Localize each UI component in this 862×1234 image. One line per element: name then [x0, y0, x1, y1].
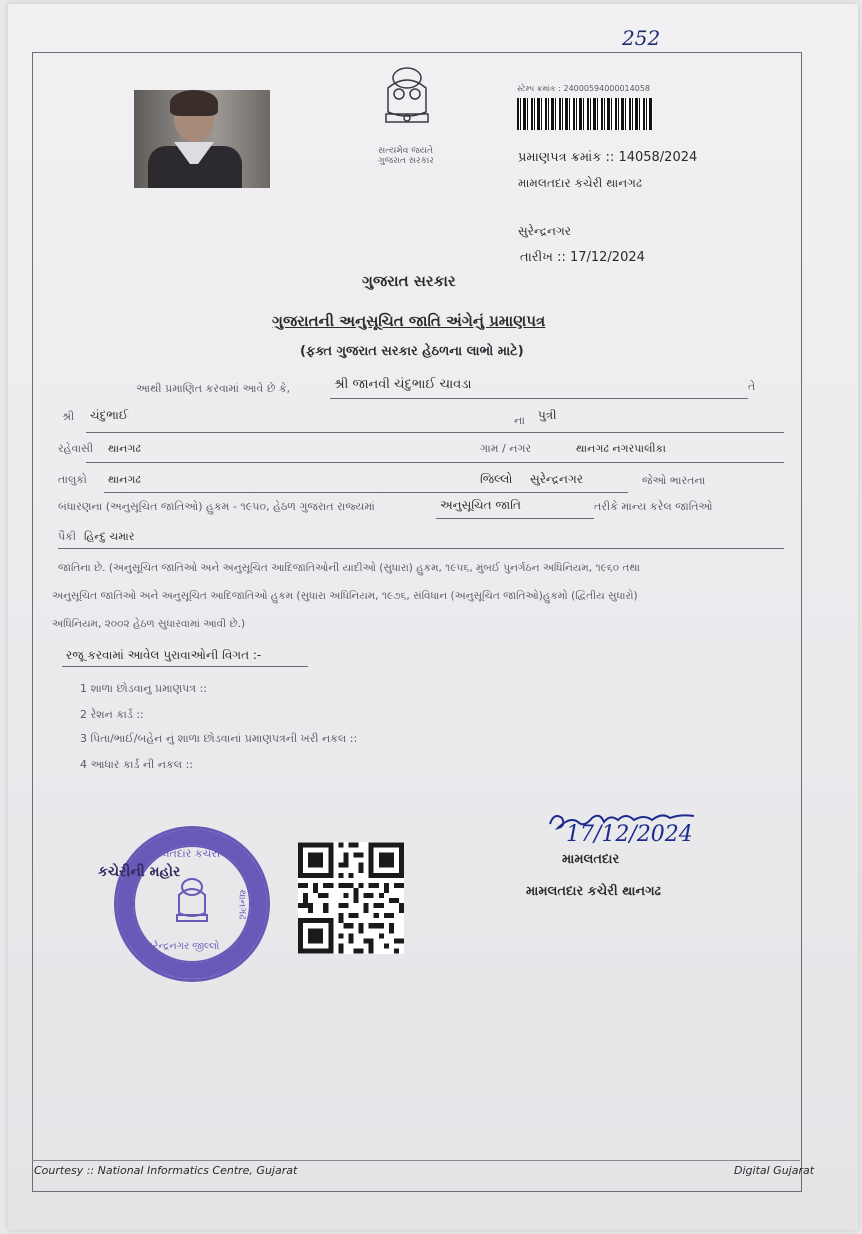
document-item-4: 4 આધાર કાર્ડ ની નકલ ::	[80, 758, 193, 771]
resident-underline	[86, 462, 784, 463]
district-value: સુરેન્દ્રનગર	[530, 472, 583, 486]
seal-ring-right: થાનગઢ	[236, 889, 248, 920]
certificate-title: ગુજરાતની અનુસૂચિત જાતિ અંગેનું પ્રમાણપત્ર	[272, 312, 546, 330]
emblem-caption-govt: ગુજરાત સરકાર	[378, 156, 434, 166]
seal-label: કચેરીની મહોર	[98, 864, 181, 880]
footer-courtesy: Courtesy :: National Informatics Centre, Gujarat	[34, 1164, 298, 1177]
country-text: જેઓ ભારતના	[642, 474, 706, 487]
category-value: અનુસૂચિત જાતિ	[440, 498, 521, 512]
seal-number: સ્ટેમ્પ ક્રમાંક : 24000594000014058	[517, 84, 651, 93]
caste-value: હિન્દુ ચમાર	[84, 530, 135, 543]
caste-prefix: પૈકી	[58, 530, 77, 543]
seal-emblem-icon	[171, 875, 213, 929]
qr-code	[298, 842, 404, 954]
legal-paragraph-line-2: અનુસૂચિત જાતિઓ અને અનુસૂચિત આદિજાતિઓ હુકમ (સુધારા અધિનિયમ, ૧૯૭૬, સંવિધાન (અનુસૂચિત જાતિઓ)હુકમો (દ્વિતીય સુધારો)	[52, 590, 638, 602]
national-emblem-icon	[372, 64, 442, 144]
issue-date: તારીખ :: 17/12/2024	[520, 250, 645, 265]
documents-heading-underline	[62, 666, 308, 667]
te-label: તે	[748, 380, 756, 393]
document-item-2: 2 રેશન કાર્ડ ::	[80, 708, 144, 721]
category-underline	[436, 518, 594, 519]
certificate-number: પ્રમાણપત્ર ક્રમાંક :: 14058/2024	[518, 150, 698, 165]
signatory-designation: મામલતદાર	[562, 852, 620, 867]
office-seal	[114, 826, 270, 982]
taluka-underline	[104, 492, 628, 493]
footer-brand: Digital Gujarat	[734, 1164, 815, 1177]
government-title: ગુજરાત સરકાર	[362, 272, 456, 290]
constitution-text: બંધારણના (અનુસૂચિત જાતિઓ) હુકમ - ૧૯૫૦, હેઠળ ગુજરાત રાજ્યમાં	[58, 500, 375, 513]
resident-label: રહેવાસી	[58, 442, 94, 455]
district-label: જિલ્લો	[480, 472, 513, 486]
shri-label: શ્રી	[62, 410, 75, 423]
issuing-district: સુરેન્દ્રનગર	[518, 224, 571, 238]
seal-ring-top: મામલતદાર કચેરી	[143, 847, 221, 860]
legal-paragraph-line-1: જાતિના છે. (અનુસૂચિત જાતિઓ અને અનુસૂચિત આદિજાતિઓની યાદીઓ (સુધારા) હુકમ, ૧૯૫૬, મુંબઈ પુનર્ગઠન અધિનિયમ, ૧૯૬૦ તથા	[58, 562, 640, 574]
document-item-1: 1 શાળા છોડવાનુ પ્રમાણપત્ર ::	[80, 682, 207, 695]
documents-heading: રજૂ કરવામાં આવેલ પુરાવાઓની વિગત :-	[66, 648, 262, 662]
resident-value: થાનગઢ	[108, 442, 141, 455]
footer-divider	[32, 1160, 800, 1161]
legal-paragraph-line-3: અધિનિયમ, ૨૦૦૨ હેઠળ સુધારવામાં આવી છે.)	[52, 618, 246, 630]
signature-date: 17/12/2024	[566, 822, 693, 847]
village-label: ગામ / નગર	[480, 442, 532, 455]
applicant-name: શ્રી જાનવી ચંદુભાઈ ચાવડા	[334, 377, 472, 392]
signatory-office: મામલતદાર કચેરી થાનગઢ	[526, 884, 662, 899]
taluka-value: થાનગઢ	[108, 473, 141, 486]
recognised-text: તરીકે માન્ય કરેલ જાતિઓ	[594, 500, 713, 513]
certificate-subtitle: (ફક્ત ગુજરાત સરકાર હેઠળના લાભો માટે)	[300, 344, 524, 359]
emblem-caption: સત્યમેવ જયતે	[378, 146, 434, 156]
caste-underline	[58, 548, 784, 549]
handwritten-number: 252	[622, 26, 661, 50]
taluka-label: તાલુકો	[58, 473, 87, 486]
certify-intro: આથી પ્રમાણિત કરવામાં આવે છે કે,	[136, 382, 291, 395]
village-value: થાનગઢ નગરપાલીકા	[576, 442, 666, 455]
barcode	[517, 98, 653, 130]
issuing-office: મામલતદાર કચેરી થાનગઢ	[518, 176, 642, 190]
relation: પુત્રી	[538, 408, 557, 422]
na-label: ના	[514, 414, 525, 427]
father-underline	[86, 432, 784, 433]
applicant-photo	[134, 90, 270, 188]
seal-ring-bottom: સુરેન્દ્રનગર જીલ્લો	[145, 941, 220, 952]
name-underline	[330, 398, 748, 399]
document-item-3: 3 પિતા/ભાઈ/બહેન નું શાળા છોડવાનાં પ્રમાણપત્રની ખરી નકલ ::	[80, 732, 358, 745]
father-name: ચંદુભાઈ	[90, 408, 129, 422]
